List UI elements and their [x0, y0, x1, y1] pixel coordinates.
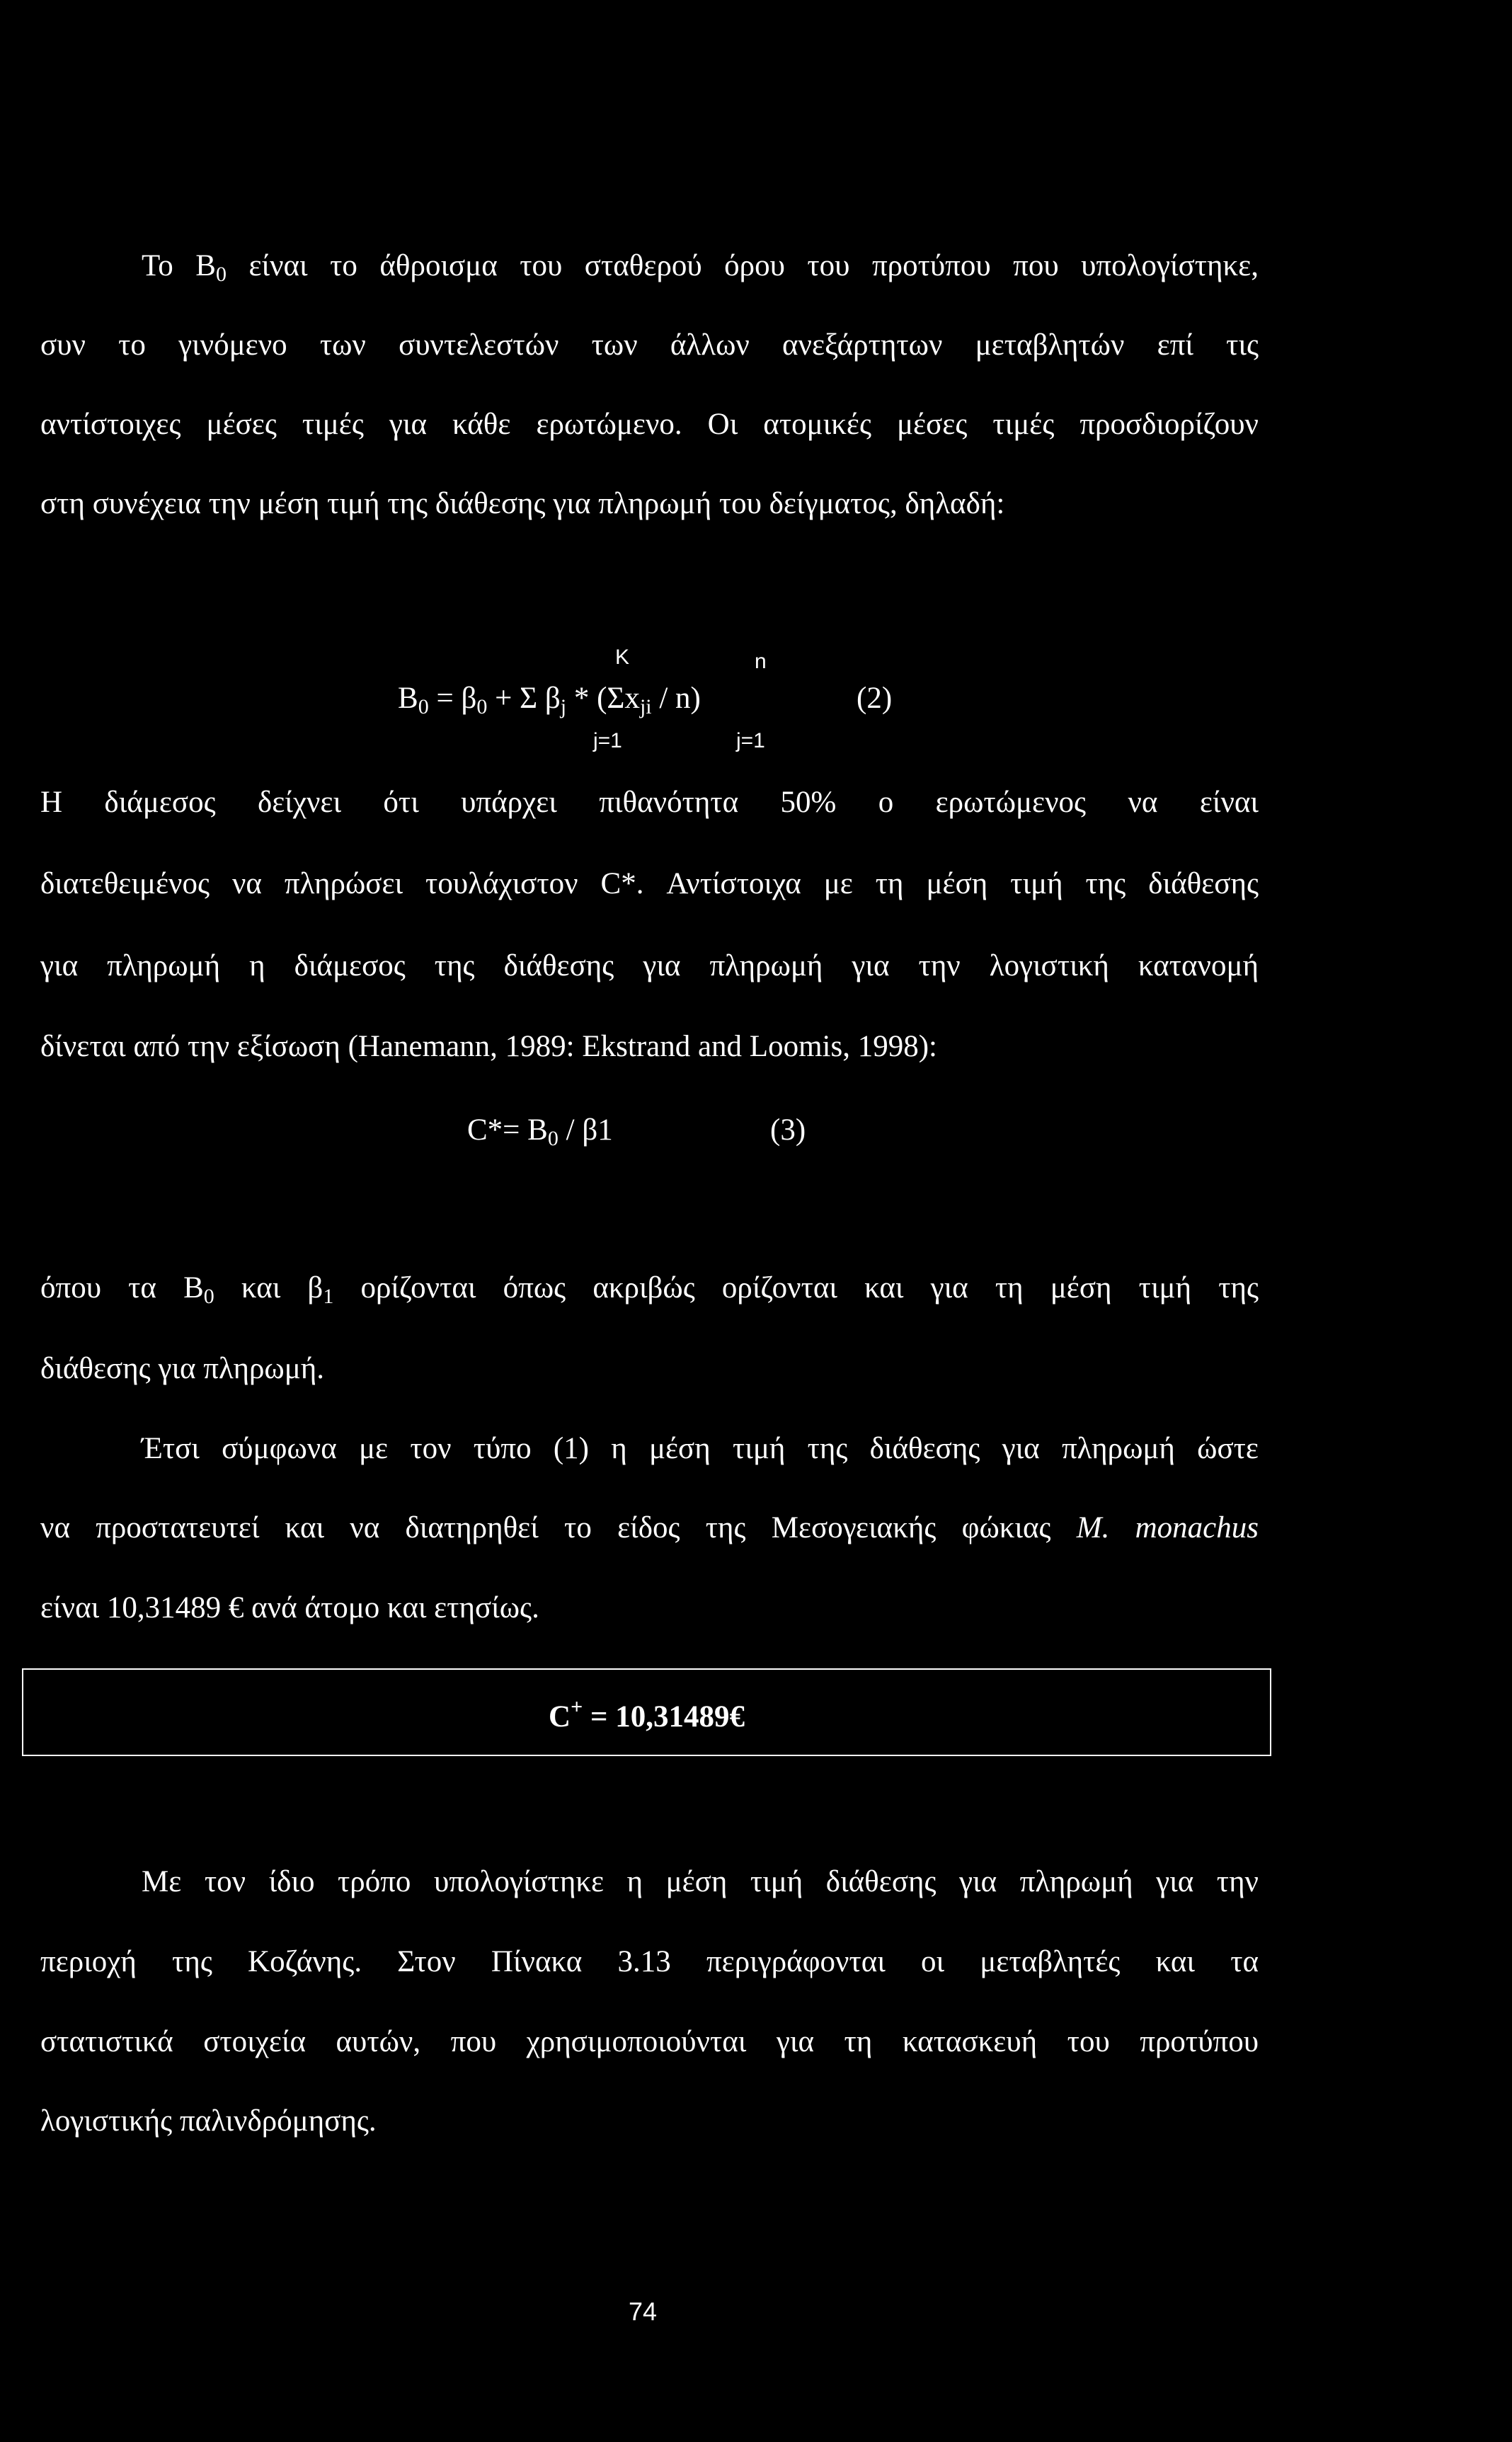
para4-line2: να προστατευτεί και να διατηρηθεί το είδος της Μεσογειακής φώκιας M. monachus [40, 1511, 1259, 1544]
para5-line2: περιοχή της Κοζάνης. Στον Πίνακα 3.13 περιγράφονται οι μεταβλητές και τα [40, 1945, 1259, 1978]
para3-line1: όπου τα $B_0$ και $\beta_1$ ορίζονται όπως ακριβώς ορίζονται και για τη μέση τιμή της [40, 1271, 1259, 1308]
para2-line2: διατεθειμένος να πληρώσει τουλάχιστον C*. Αντίστοιχα με τη μέση τιμή της διάθεσης [40, 867, 1259, 900]
species-name: M. monachus [1076, 1511, 1259, 1544]
equation-2-number: (2) [857, 682, 893, 715]
para5-line1: Με τον ίδιο τρόπο υπολογίστηκε η μέση τιμή διάθεσης για πληρωμή για την [142, 1865, 1259, 1898]
para2-line4: δίνεται από την εξίσωση (Hanemann, 1989: Ekstrand and Loomis, 1998): [40, 1030, 937, 1063]
equation-3-number: (3) [770, 1113, 806, 1147]
para2-line1: Η διάμεσος δείχνει ότι υπάρχει πιθανότητα 50% ο ερωτώμενος να είναι [40, 786, 1259, 819]
sum-lower-limit-2: j=1 [736, 729, 765, 752]
equation-2-body: $B_0 = \beta_0 + \Sigma$ $\beta_j * (\Sigma x_{ji} / n)$ [398, 682, 701, 718]
para3-line2: διάθεσης για πληρωμή. [40, 1352, 325, 1385]
para2-line3: για πληρωμή η διάμεσος της διάθεσης για πληρωμή για την λογιστική κατανομή [40, 949, 1259, 982]
para1-line4: στη συνέχεια την μέση τιμή της διάθεσης για πληρωμή του δείγματος, δηλαδή: [40, 487, 1005, 520]
sum-upper-limit-k: K [615, 646, 630, 669]
para5-line3: στατιστικά στοιχεία αυτών, που χρησιμοποιούνται για τη κατασκευή του προτύπου [40, 2025, 1259, 2058]
sum-lower-limit-1: j=1 [593, 729, 622, 752]
result-value: C+ = 10,31489€ [549, 1695, 745, 1733]
result-box [22, 1668, 1271, 1756]
para1-line3: αντίστοιχες μέσες τιμές για κάθε ερωτώμενο. Οι ατομικές μέσες τιμές προσδιορίζουν [40, 408, 1259, 441]
para5-line4: λογιστικής παλινδρόμησης. [40, 2104, 377, 2138]
equation-3: $C*= B_0 / \beta 1$ [467, 1113, 613, 1150]
para1-line1: Το $B_0$ είναι το άθροισμα του σταθερού όρου του προτύπου που υπολογίστηκε, [142, 249, 1259, 286]
page-number: 74 [628, 2297, 658, 2326]
para4-line3: είναι 10,31489 € ανά άτομο και ετησίως. [40, 1591, 539, 1624]
para4-line1: Έτσι σύμφωνα με τον τύπο (1) η μέση τιμή της διάθεσης για πληρωμή ώστε [142, 1432, 1259, 1465]
sum-upper-limit-n: n [755, 650, 767, 673]
para1-line2: συν το γινόμενο των συντελεστών των άλλων ανεξάρτητων μεταβλητών επί τις [40, 328, 1259, 362]
